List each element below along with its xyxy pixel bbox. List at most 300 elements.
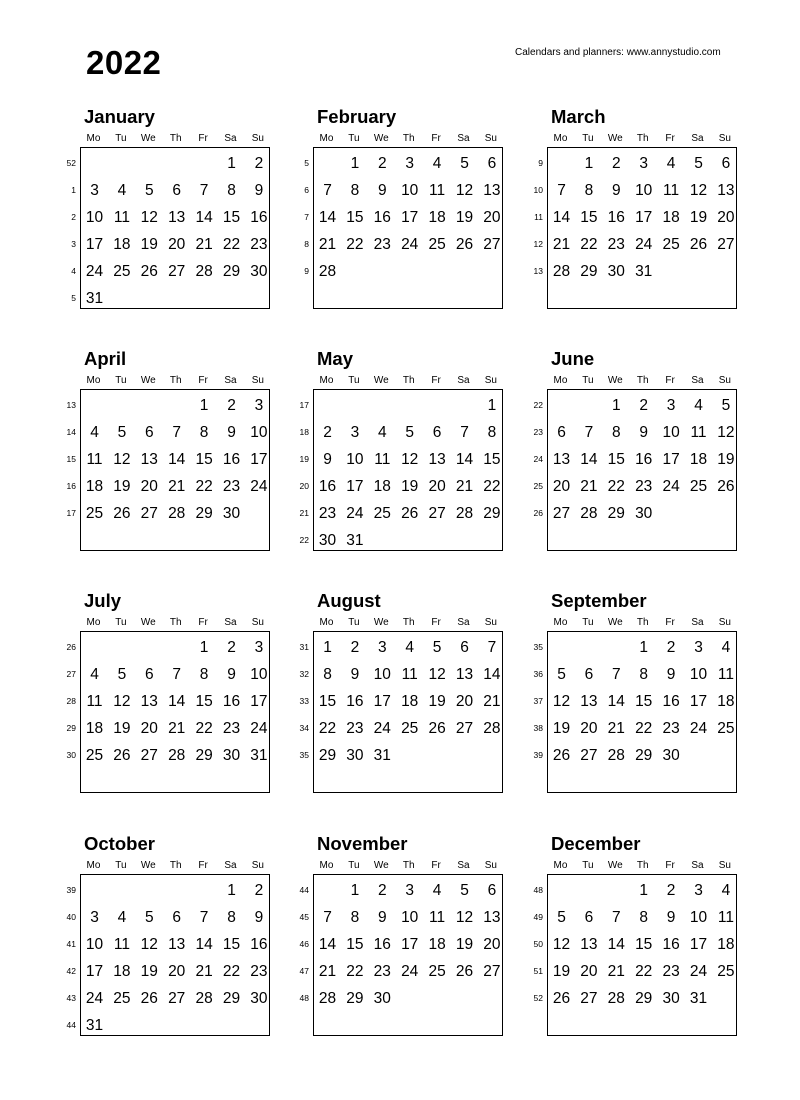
day-cell: 25 — [85, 505, 104, 522]
weekday-label: We — [373, 860, 389, 871]
day-cell: 15 — [607, 451, 625, 468]
day-cell: 8 — [227, 182, 236, 199]
day-cell: 23 — [222, 720, 241, 737]
day-cell: 4 — [432, 155, 442, 172]
day-cell: 7 — [460, 424, 469, 441]
week-number: 8 — [304, 239, 309, 249]
day-cell: 6 — [432, 424, 442, 441]
day-cell: 17 — [346, 478, 364, 495]
week-number: 31 — [299, 642, 309, 652]
day-cell: 22 — [483, 478, 501, 495]
day-cell: 26 — [717, 478, 735, 495]
day-cell: 18 — [428, 936, 446, 953]
day-cell: 11 — [374, 451, 391, 468]
day-cell: 2 — [254, 882, 264, 899]
day-cell: 13 — [580, 936, 598, 953]
weekday-label: Tu — [115, 375, 127, 386]
day-cell: 16 — [635, 451, 653, 468]
week-number: 11 — [534, 212, 543, 222]
month-grid — [313, 874, 503, 1036]
day-cell: 14 — [455, 451, 474, 468]
day-cell: 25 — [428, 963, 446, 980]
day-cell: 29 — [195, 747, 213, 764]
day-cell: 12 — [428, 666, 446, 683]
day-cell: 24 — [346, 505, 364, 522]
day-cell: 31 — [373, 747, 391, 764]
day-cell: 3 — [350, 424, 360, 441]
day-cell: 24 — [689, 720, 708, 737]
weekday-label: Mo — [86, 860, 101, 871]
day-cell: 18 — [662, 209, 680, 226]
day-cell: 20 — [580, 720, 598, 737]
day-cell: 23 — [662, 963, 680, 980]
weekday-label: Fr — [431, 617, 441, 628]
day-cell: 21 — [607, 720, 625, 737]
day-cell: 18 — [85, 478, 104, 495]
weekday-label: Fr — [198, 617, 208, 628]
week-number: 18 — [299, 427, 309, 437]
day-cell: 11 — [86, 451, 103, 468]
week-number: 6 — [304, 185, 309, 195]
day-cell: 2 — [639, 397, 648, 414]
day-cell: 14 — [195, 936, 213, 953]
day-cell: 28 — [195, 263, 213, 280]
day-cell: 12 — [113, 451, 131, 468]
week-number: 52 — [66, 158, 76, 168]
day-cell: 24 — [85, 263, 104, 280]
day-cell: 29 — [635, 747, 653, 764]
day-cell: 13 — [483, 909, 501, 926]
weekday-label: We — [373, 375, 389, 386]
day-cell: 4 — [666, 155, 676, 172]
weekday-label: Th — [169, 860, 182, 871]
week-number: 17 — [66, 508, 76, 518]
day-cell: 31 — [250, 747, 268, 764]
day-cell: 9 — [377, 182, 387, 199]
month-january — [62, 106, 302, 321]
day-cell: 24 — [250, 478, 268, 495]
day-cell: 17 — [85, 236, 104, 253]
month-name: June — [551, 348, 595, 369]
day-cell: 23 — [607, 236, 625, 253]
week-number: 26 — [533, 508, 543, 518]
day-cell: 5 — [117, 424, 127, 441]
weekday-label: Sa — [224, 617, 237, 628]
day-cell: 4 — [90, 666, 99, 683]
week-number: 46 — [299, 939, 309, 949]
day-cell: 11 — [113, 936, 130, 953]
weekday-label: Su — [251, 860, 264, 871]
week-number: 28 — [66, 696, 76, 706]
week-number: 30 — [66, 750, 76, 760]
day-cell: 17 — [85, 963, 104, 980]
weekday-label: Sa — [691, 375, 704, 386]
day-cell: 21 — [318, 236, 337, 253]
day-cell: 21 — [552, 236, 571, 253]
day-cell: 28 — [195, 990, 213, 1007]
day-cell: 5 — [460, 882, 469, 899]
day-cell: 15 — [222, 209, 241, 226]
day-cell: 15 — [318, 693, 337, 710]
day-cell: 11 — [429, 182, 446, 199]
day-cell: 23 — [373, 963, 391, 980]
day-cell: 6 — [584, 909, 594, 926]
day-cell: 6 — [487, 155, 497, 172]
day-cell: 30 — [635, 505, 653, 522]
day-cell: 24 — [662, 478, 680, 495]
day-cell: 2 — [227, 639, 236, 656]
week-number: 12 — [533, 239, 543, 249]
day-cell: 17 — [689, 693, 708, 710]
weekday-label: Sa — [224, 375, 237, 386]
day-cell: 2 — [350, 639, 360, 656]
weekday-label: We — [607, 860, 623, 871]
day-cell: 17 — [250, 451, 268, 468]
day-cell: 20 — [140, 720, 158, 737]
day-cell: 17 — [689, 936, 708, 953]
day-cell: 22 — [580, 236, 598, 253]
week-number: 40 — [66, 912, 76, 922]
day-cell: 23 — [346, 720, 364, 737]
day-cell: 6 — [144, 424, 154, 441]
weekday-label: Tu — [115, 860, 127, 871]
day-cell: 20 — [168, 963, 186, 980]
day-cell: 11 — [690, 424, 707, 441]
day-cell: 4 — [90, 424, 99, 441]
day-cell: 3 — [90, 182, 99, 199]
day-cell: 3 — [377, 639, 387, 656]
day-cell: 8 — [199, 424, 209, 441]
weekday-label: Mo — [86, 133, 101, 144]
day-cell: 17 — [401, 936, 419, 953]
month-name: February — [317, 106, 397, 127]
day-cell: 18 — [717, 693, 735, 710]
day-cell: 2 — [377, 882, 387, 899]
day-cell: 23 — [318, 505, 337, 522]
day-cell: 26 — [140, 990, 158, 1007]
day-cell: 1 — [350, 882, 360, 899]
day-cell: 30 — [222, 505, 241, 522]
weekday-header — [313, 133, 505, 145]
day-cell: 10 — [250, 424, 268, 441]
day-cell: 19 — [455, 209, 474, 226]
day-cell: 21 — [607, 963, 625, 980]
day-cell: 3 — [639, 155, 648, 172]
month-name: May — [317, 348, 353, 369]
day-cell: 1 — [584, 155, 594, 172]
day-cell: 7 — [557, 182, 566, 199]
day-cell: 2 — [323, 424, 332, 441]
day-cell: 29 — [607, 505, 625, 522]
day-cell: 9 — [227, 666, 236, 683]
month-name: April — [84, 348, 127, 369]
day-cell: 9 — [666, 666, 676, 683]
weekday-label: Su — [718, 617, 731, 628]
day-cell: 10 — [635, 182, 653, 199]
weekday-label: Mo — [319, 133, 334, 144]
day-cell: 19 — [428, 693, 446, 710]
day-cell: 27 — [483, 963, 501, 980]
weekday-header — [547, 133, 739, 145]
day-cell: 22 — [222, 236, 241, 253]
day-cell: 27 — [168, 263, 186, 280]
day-cell: 11 — [113, 209, 130, 226]
weekday-label: Tu — [582, 860, 594, 871]
day-cell: 23 — [222, 478, 241, 495]
week-number: 26 — [66, 642, 76, 652]
day-cell: 4 — [432, 882, 442, 899]
weekday-label: Sa — [224, 133, 237, 144]
week-number: 36 — [533, 669, 543, 679]
day-cell: 29 — [222, 990, 241, 1007]
day-cell: 14 — [483, 666, 501, 683]
year-title: 2022 — [86, 44, 162, 81]
day-cell: 15 — [346, 209, 364, 226]
week-number: 49 — [533, 912, 543, 922]
day-cell: 26 — [401, 505, 419, 522]
day-cell: 16 — [250, 209, 268, 226]
week-number: 45 — [299, 912, 309, 922]
weekday-label: Fr — [198, 133, 208, 144]
weekday-label: Mo — [319, 860, 334, 871]
day-cell: 28 — [168, 747, 186, 764]
day-cell: 6 — [721, 155, 731, 172]
week-number: 38 — [533, 723, 543, 733]
weekday-label: Tu — [348, 375, 360, 386]
weekday-label: Fr — [665, 860, 675, 871]
day-cell: 24 — [635, 236, 653, 253]
day-cell: 28 — [455, 505, 474, 522]
week-number: 51 — [533, 966, 543, 976]
day-cell: 28 — [483, 720, 501, 737]
weekday-label: Su — [251, 617, 264, 628]
day-cell: 28 — [318, 990, 337, 1007]
day-cell: 21 — [195, 236, 213, 253]
weekday-label: Mo — [86, 375, 101, 386]
day-cell: 7 — [487, 639, 497, 656]
week-number: 1 — [71, 185, 76, 195]
week-number: 22 — [299, 535, 309, 545]
weekday-label: Su — [484, 860, 497, 871]
week-number: 9 — [304, 266, 309, 276]
day-cell: 27 — [455, 720, 474, 737]
day-cell: 27 — [483, 236, 501, 253]
weekday-label: Su — [251, 375, 264, 386]
day-cell: 8 — [323, 666, 332, 683]
weekday-label: Th — [169, 133, 182, 144]
day-cell: 25 — [717, 720, 735, 737]
weekday-label: We — [140, 375, 156, 386]
weekday-label: Th — [402, 860, 415, 871]
day-cell: 10 — [250, 666, 268, 683]
weekday-label: Su — [718, 860, 731, 871]
day-cell: 7 — [199, 182, 209, 199]
day-cell: 4 — [405, 639, 414, 656]
month-grid — [547, 874, 737, 1036]
day-cell: 8 — [199, 666, 209, 683]
day-cell: 16 — [662, 693, 680, 710]
month-name: January — [84, 106, 155, 127]
month-grid — [547, 389, 737, 551]
month-september — [529, 590, 769, 805]
day-cell: 12 — [455, 909, 474, 926]
weekday-label: Tu — [348, 617, 360, 628]
day-cell: 1 — [639, 639, 648, 656]
day-cell: 19 — [113, 720, 131, 737]
day-cell: 7 — [172, 424, 181, 441]
week-number: 35 — [299, 750, 309, 760]
month-grid — [313, 389, 503, 551]
week-number: 9 — [538, 158, 543, 168]
week-number: 50 — [533, 939, 543, 949]
day-cell: 25 — [689, 478, 708, 495]
day-cell: 28 — [552, 263, 571, 280]
day-cell: 25 — [662, 236, 680, 253]
day-cell: 27 — [580, 990, 598, 1007]
weekday-label: Tu — [582, 133, 594, 144]
weekday-label: Mo — [319, 375, 334, 386]
month-march — [529, 106, 769, 321]
week-number: 13 — [533, 266, 543, 276]
day-cell: 21 — [318, 963, 337, 980]
day-cell: 31 — [346, 532, 364, 549]
day-cell: 7 — [584, 424, 594, 441]
month-december — [529, 833, 769, 1048]
day-cell: 11 — [86, 693, 103, 710]
day-cell: 21 — [168, 478, 186, 495]
day-cell: 30 — [346, 747, 364, 764]
day-cell: 29 — [346, 990, 364, 1007]
day-cell: 10 — [401, 909, 419, 926]
day-cell: 21 — [483, 693, 501, 710]
week-number: 15 — [66, 454, 76, 464]
day-cell: 27 — [580, 747, 598, 764]
day-cell: 10 — [401, 182, 419, 199]
day-cell: 13 — [140, 693, 158, 710]
weekday-label: Fr — [431, 375, 441, 386]
day-cell: 30 — [373, 990, 391, 1007]
week-number: 20 — [299, 481, 309, 491]
day-cell: 27 — [717, 236, 735, 253]
day-cell: 17 — [662, 451, 680, 468]
day-cell: 15 — [635, 936, 653, 953]
day-cell: 14 — [607, 936, 625, 953]
week-number: 47 — [299, 966, 309, 976]
day-cell: 23 — [662, 720, 680, 737]
day-cell: 22 — [195, 720, 213, 737]
day-cell: 26 — [689, 236, 708, 253]
weekday-label: Sa — [691, 133, 704, 144]
day-cell: 18 — [373, 478, 391, 495]
day-cell: 22 — [318, 720, 337, 737]
day-cell: 28 — [168, 505, 186, 522]
day-cell: 13 — [140, 451, 158, 468]
month-august — [295, 590, 535, 805]
day-cell: 6 — [172, 182, 181, 199]
day-cell: 11 — [717, 909, 734, 926]
day-cell: 29 — [195, 505, 213, 522]
weekday-label: We — [140, 617, 156, 628]
weekday-label: We — [373, 617, 389, 628]
day-cell: 15 — [580, 209, 598, 226]
day-cell: 27 — [552, 505, 571, 522]
day-cell: 15 — [195, 451, 213, 468]
day-cell: 8 — [639, 909, 648, 926]
day-cell: 3 — [405, 155, 414, 172]
day-cell: 2 — [227, 397, 236, 414]
day-cell: 26 — [140, 263, 158, 280]
day-cell: 16 — [250, 936, 268, 953]
week-number: 37 — [533, 696, 543, 706]
day-cell: 11 — [663, 182, 680, 199]
day-cell: 17 — [373, 693, 391, 710]
weekday-label: Fr — [665, 617, 675, 628]
month-april — [62, 348, 302, 563]
week-number: 23 — [533, 427, 543, 437]
day-cell: 9 — [377, 909, 387, 926]
day-cell: 1 — [227, 882, 236, 899]
week-number: 27 — [66, 669, 76, 679]
day-cell: 3 — [405, 882, 414, 899]
day-cell: 11 — [401, 666, 418, 683]
day-cell: 15 — [635, 693, 653, 710]
day-cell: 6 — [144, 666, 154, 683]
week-number: 52 — [533, 993, 543, 1003]
day-cell: 21 — [168, 720, 186, 737]
week-number: 43 — [66, 993, 76, 1003]
week-number: 7 — [304, 212, 309, 222]
day-cell: 13 — [483, 182, 501, 199]
day-cell: 31 — [635, 263, 653, 280]
month-grid — [80, 147, 270, 309]
day-cell: 19 — [401, 478, 419, 495]
day-cell: 9 — [350, 666, 360, 683]
day-cell: 31 — [689, 990, 708, 1007]
day-cell: 19 — [113, 478, 131, 495]
day-cell: 6 — [487, 882, 497, 899]
month-october — [62, 833, 302, 1048]
week-number: 39 — [66, 885, 76, 895]
weekday-label: We — [607, 133, 623, 144]
day-cell: 2 — [611, 155, 621, 172]
day-cell: 19 — [552, 963, 571, 980]
day-cell: 20 — [580, 963, 598, 980]
day-cell: 19 — [689, 209, 708, 226]
day-cell: 28 — [607, 990, 625, 1007]
weekday-header — [80, 860, 272, 872]
day-cell: 29 — [580, 263, 598, 280]
weekday-label: Mo — [86, 617, 101, 628]
day-cell: 20 — [140, 478, 158, 495]
weekday-label: Sa — [691, 617, 704, 628]
day-cell: 24 — [401, 963, 419, 980]
weekday-label: We — [607, 617, 623, 628]
day-cell: 1 — [350, 155, 360, 172]
day-cell: 21 — [580, 478, 598, 495]
day-cell: 22 — [607, 478, 625, 495]
day-cell: 19 — [140, 236, 158, 253]
week-number: 41 — [66, 939, 76, 949]
day-cell: 8 — [350, 182, 360, 199]
day-cell: 8 — [639, 666, 648, 683]
day-cell: 16 — [222, 451, 241, 468]
month-grid — [80, 389, 270, 551]
day-cell: 24 — [85, 990, 104, 1007]
day-cell: 28 — [607, 747, 625, 764]
week-number: 5 — [71, 293, 76, 303]
month-may — [295, 348, 535, 563]
day-cell: 25 — [428, 236, 446, 253]
